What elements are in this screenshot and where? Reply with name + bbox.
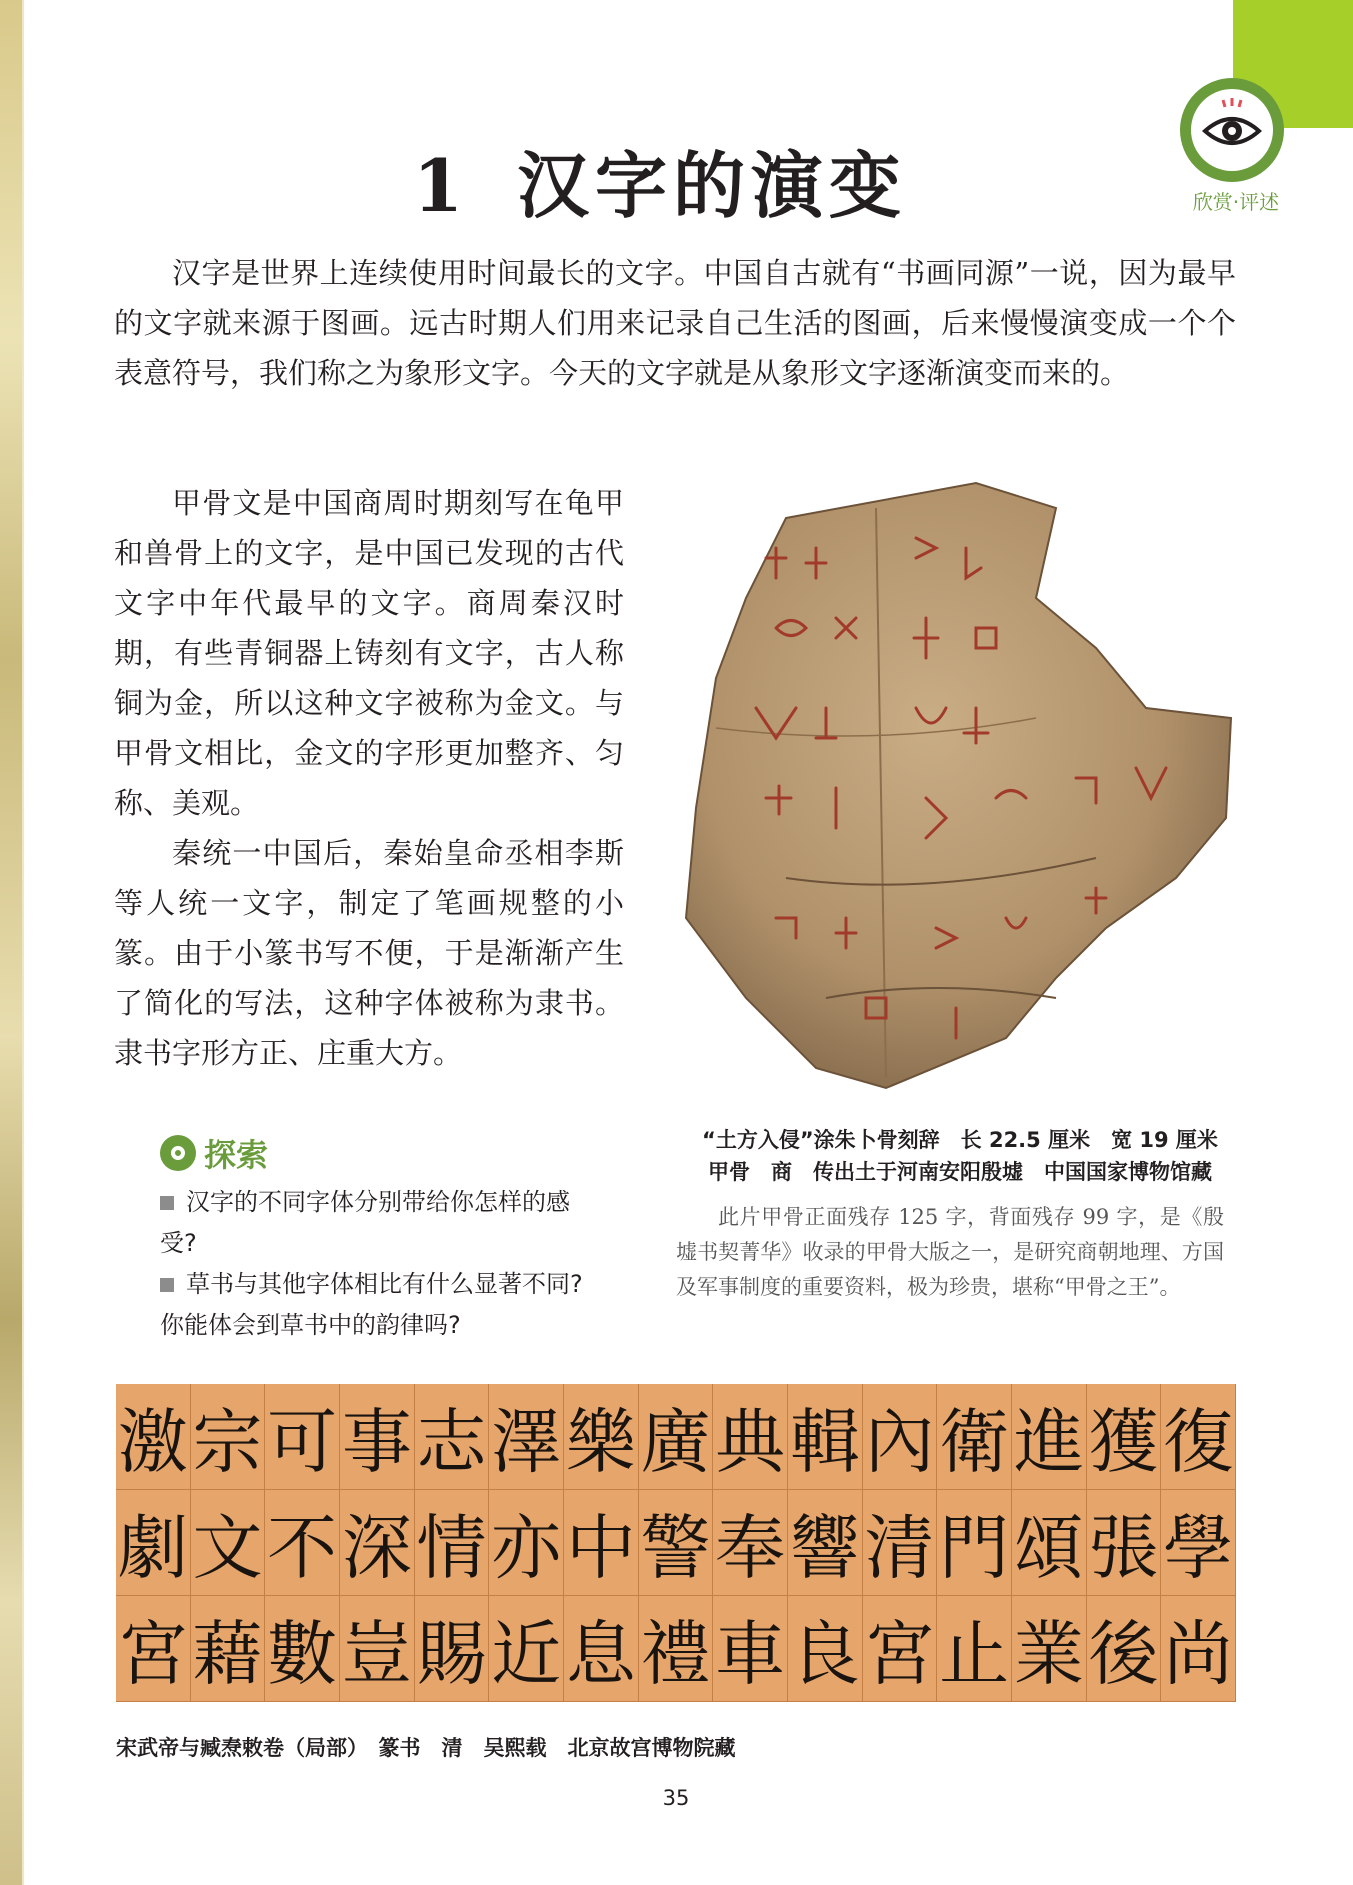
seal-character: 中 <box>564 1490 639 1596</box>
seal-character: 豈 <box>340 1596 415 1702</box>
seal-script-panel <box>116 1384 1236 1702</box>
seal-character: 復 <box>1161 1384 1236 1490</box>
seal-character: 亦 <box>489 1490 564 1596</box>
seal-character: 頌 <box>1012 1490 1087 1596</box>
seal-character: 響 <box>788 1490 863 1596</box>
seal-character: 清 <box>863 1490 938 1596</box>
seal-character: 獲 <box>1087 1384 1162 1490</box>
seal-script-grid <box>116 1384 1236 1702</box>
seal-character: 近 <box>489 1596 564 1702</box>
seal-character: 志 <box>415 1384 490 1490</box>
seal-character: 宗 <box>191 1384 266 1490</box>
left-band-divider <box>22 0 24 1885</box>
seal-character: 事 <box>340 1384 415 1490</box>
intro-paragraph: 汉字是世界上连续使用时间最长的文字。中国自古就有“书画同源”一说，因为最早的文字就来源于图画。远古时期人们用来记录自己生活的图画，后来慢慢演变成一个个表意符号，我们称之为象形文字。今天的文字就是从象形文字逐渐演变而来的。 <box>114 256 1236 390</box>
seal-character: 息 <box>564 1596 639 1702</box>
explore-heading-label: 探索 <box>204 1136 269 1174</box>
oracle-bone-caption-line2: 甲骨 商 传出土于河南安阳殷墟 中国国家博物馆藏 <box>708 1160 1212 1184</box>
seal-character: 不 <box>265 1490 340 1596</box>
explore-question-text: 汉字的不同字体分别带给你怎样的感受? <box>160 1188 570 1257</box>
seal-character: 可 <box>265 1384 340 1490</box>
section-badge <box>1180 78 1284 182</box>
seal-character: 澤 <box>489 1384 564 1490</box>
seal-character: 輯 <box>788 1384 863 1490</box>
body-text-column <box>114 478 624 1078</box>
seal-character: 車 <box>713 1596 788 1702</box>
seal-character: 奉 <box>713 1490 788 1596</box>
seal-character: 劇 <box>116 1490 191 1596</box>
square-bullet-icon <box>160 1278 174 1292</box>
body-paragraph-seal-clerical: 秦统一中国后，秦始皇命丞相李斯等人统一文字，制定了笔画规整的小篆。由于小篆书写不便，于是渐渐产生了简化的写法，这种字体被称为隶书。隶书字形方正、庄重大方。 <box>114 836 624 1070</box>
explore-box <box>160 1130 600 1346</box>
seal-character: 宮 <box>863 1596 938 1702</box>
seal-character: 賜 <box>415 1596 490 1702</box>
seal-character: 門 <box>937 1490 1012 1596</box>
seal-character: 後 <box>1087 1596 1162 1702</box>
lesson-title: 汉字的演变 <box>517 143 908 228</box>
oracle-bone-caption <box>660 1124 1260 1188</box>
oracle-bone-caption-line1: “土方入侵”涂朱卜骨刻辞 长 22.5 厘米 宽 19 厘米 <box>702 1128 1218 1152</box>
seal-character: 宮 <box>116 1596 191 1702</box>
seal-character: 內 <box>863 1384 938 1490</box>
explore-question <box>160 1182 600 1264</box>
seal-character: 激 <box>116 1384 191 1490</box>
seal-character: 尚 <box>1161 1596 1236 1702</box>
seal-character: 深 <box>340 1490 415 1596</box>
seal-character: 警 <box>639 1490 714 1596</box>
oracle-bone-description-text: 此片甲骨正面残存 125 字，背面残存 99 字，是《殷墟书契菁华》收录的甲骨大版之一，是研究商朝地理、方国及军事制度的重要资料，极为珍贵，堪称“甲骨之王”。 <box>676 1205 1224 1299</box>
explore-question-text: 草书与其他字体相比有什么显著不同? 你能体会到草书中的韵律吗? <box>160 1270 583 1339</box>
oracle-bone-description <box>676 1200 1224 1305</box>
seal-character: 文 <box>191 1490 266 1596</box>
seal-character: 廣 <box>639 1384 714 1490</box>
body-paragraph-oracle-bronze: 甲骨文是中国商周时期刻写在龟甲和兽骨上的文字，是中国已发现的古代文字中年代最早的文字。商周秦汉时期，有些青铜器上铸刻有文字，古人称铜为金，所以这种文字被称为金文。与甲骨文相比，金文的字形更加整齐、匀称、美观。 <box>114 486 624 820</box>
page-number: 35 <box>662 1786 690 1810</box>
seal-character: 樂 <box>564 1384 639 1490</box>
square-bullet-icon <box>160 1196 174 1210</box>
section-badge-label: 欣赏·评述 <box>1192 190 1280 214</box>
seal-character: 衛 <box>937 1384 1012 1490</box>
oracle-bone-image <box>676 478 1236 1098</box>
explore-question-list <box>160 1182 600 1346</box>
seal-character: 禮 <box>639 1596 714 1702</box>
intro-paragraph-block <box>114 248 1236 398</box>
seal-character: 業 <box>1012 1596 1087 1702</box>
explore-icon <box>160 1135 196 1171</box>
seal-character: 情 <box>415 1490 490 1596</box>
explore-question <box>160 1264 600 1346</box>
seal-character: 學 <box>1161 1490 1236 1596</box>
seal-character: 張 <box>1087 1490 1162 1596</box>
seal-character: 良 <box>788 1596 863 1702</box>
lesson-number: 1 <box>412 143 470 228</box>
eye-icon <box>1191 89 1273 171</box>
explore-heading <box>160 1130 600 1176</box>
seal-character: 進 <box>1012 1384 1087 1490</box>
seal-character: 典 <box>713 1384 788 1490</box>
page-title <box>340 128 980 232</box>
seal-character: 數 <box>265 1596 340 1702</box>
seal-character: 止 <box>937 1596 1012 1702</box>
seal-script-caption: 宋武帝与臧焘敕卷（局部） 篆书 清 吴熙载 北京故宫博物院藏 <box>116 1736 736 1760</box>
seal-character: 藉 <box>191 1596 266 1702</box>
left-decorative-band <box>0 0 22 1885</box>
